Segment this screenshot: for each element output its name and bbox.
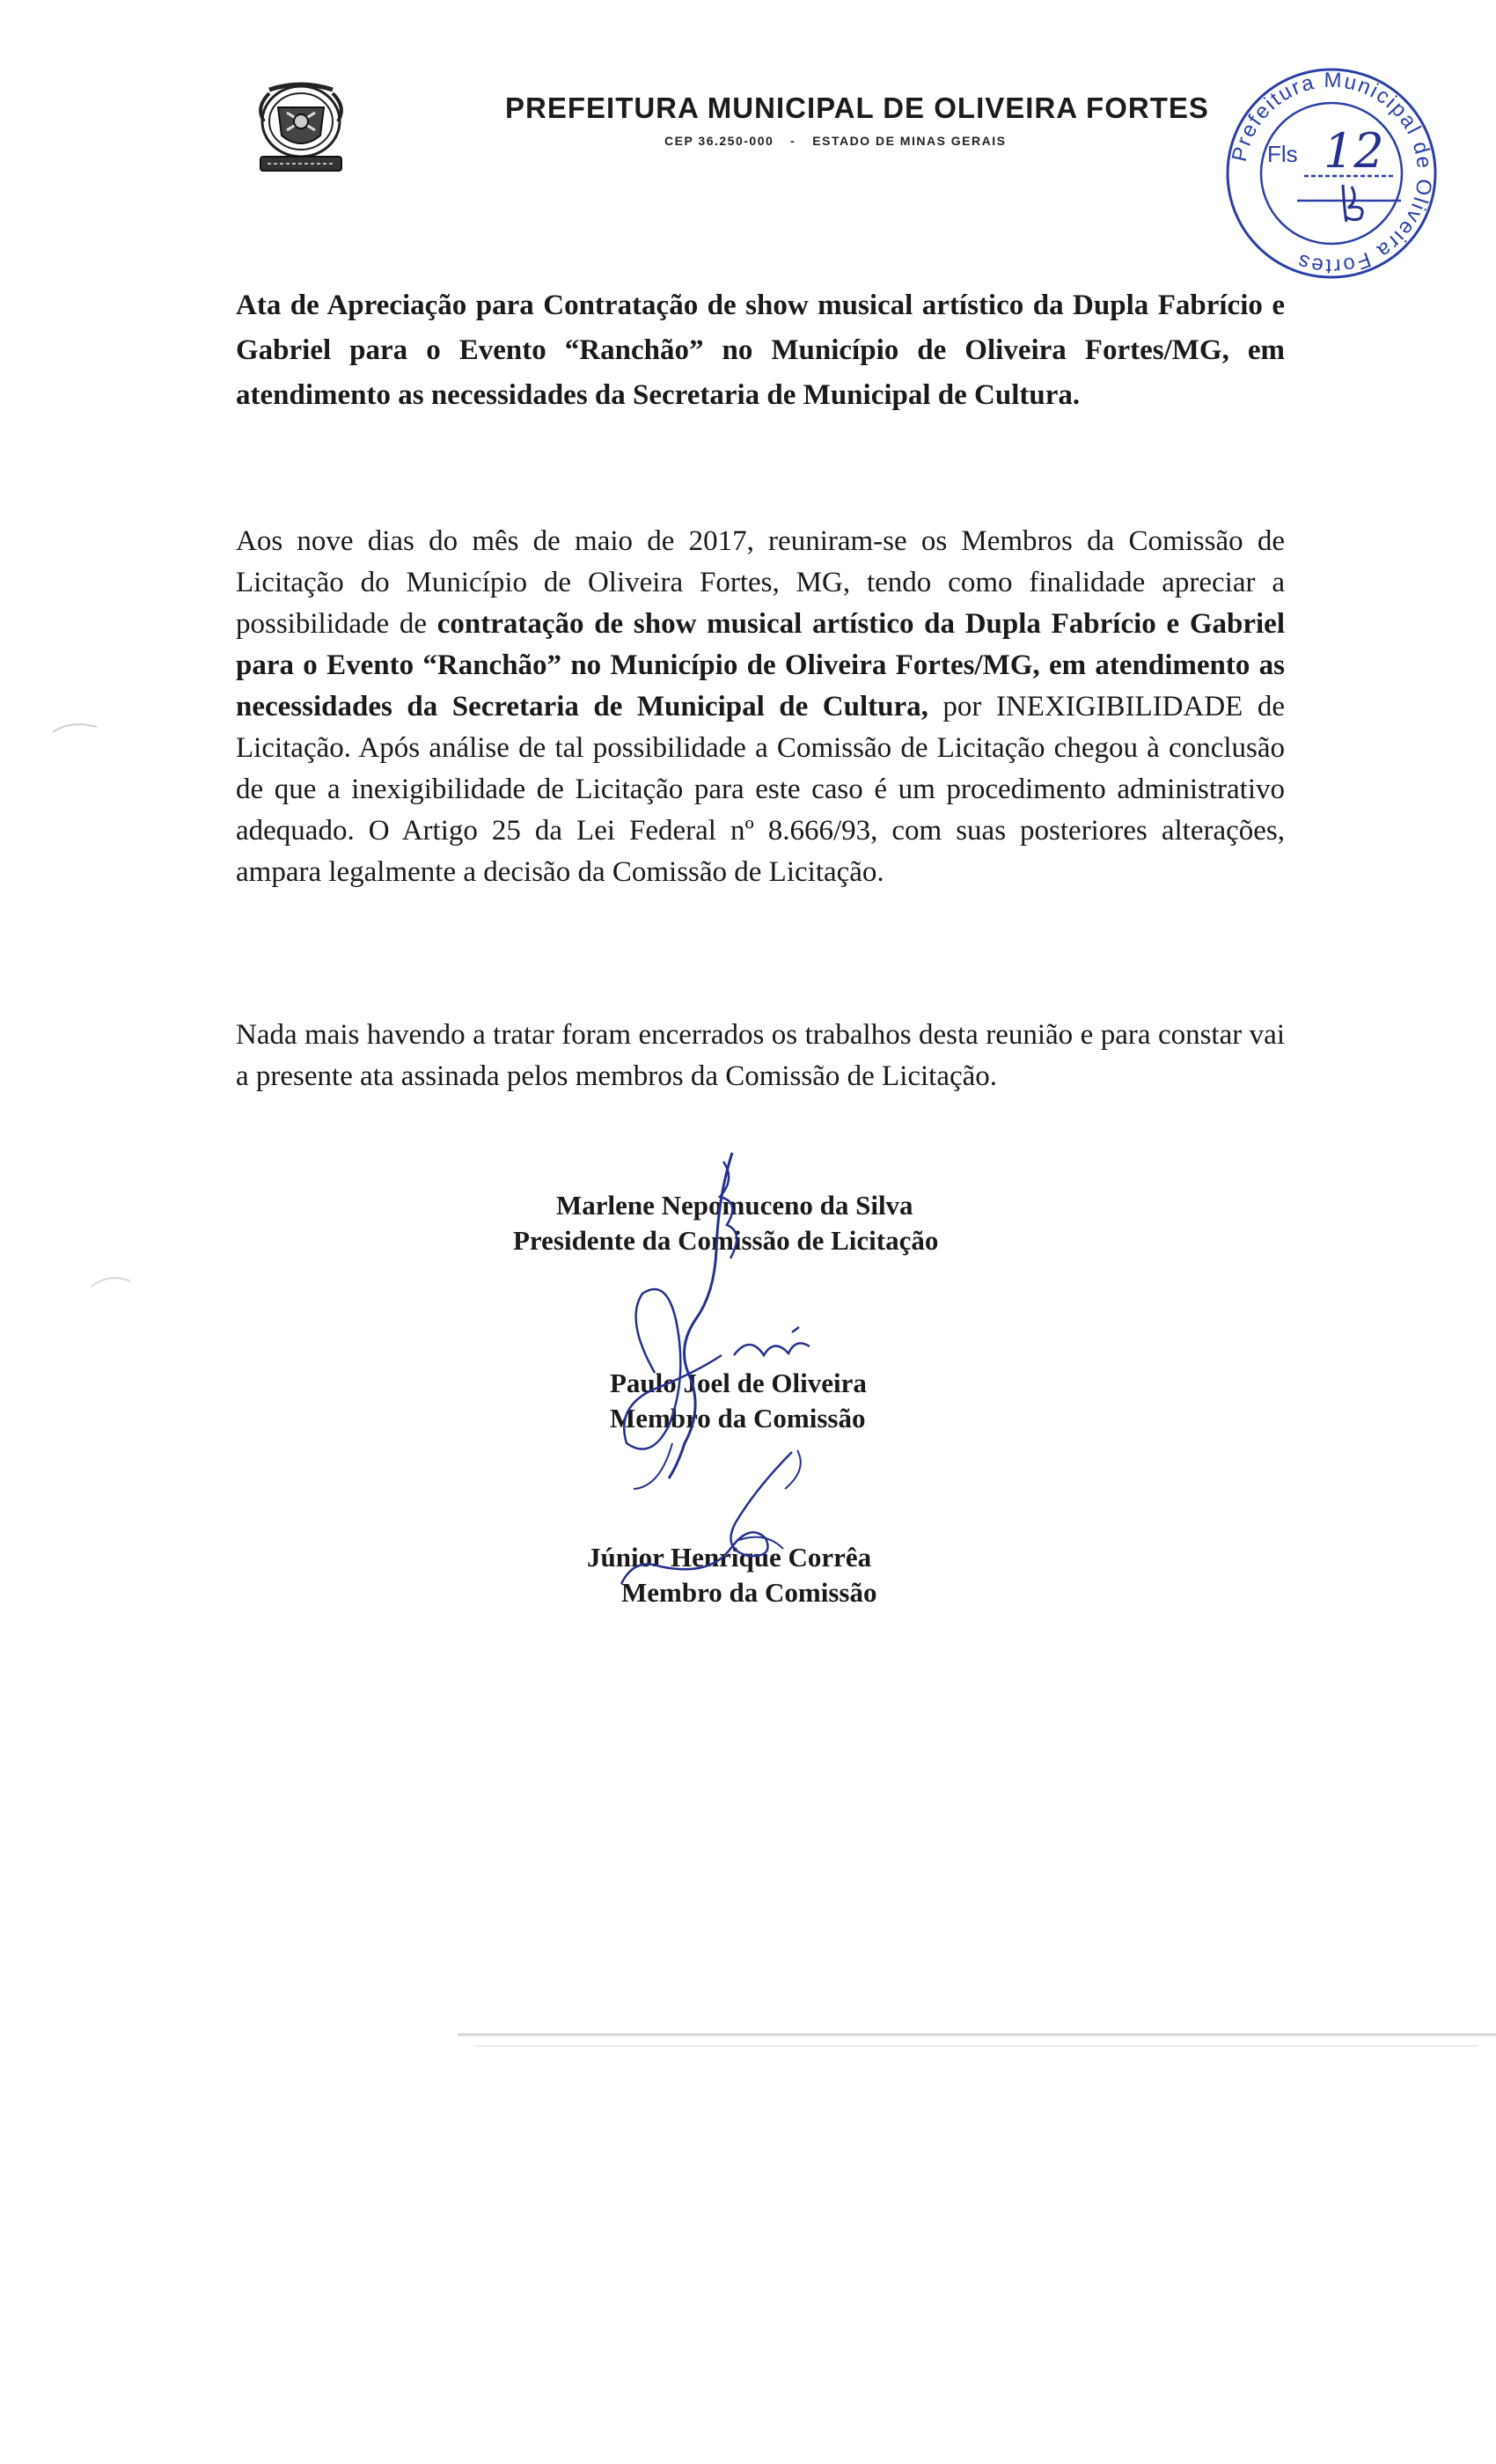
signatory-role-member-2: Membro da Comissão (621, 1577, 877, 1608)
municipal-stamp (1213, 55, 1450, 292)
signatory-name-member-1: Paulo Joel de Oliveira (610, 1368, 867, 1398)
meeting-paragraph (236, 521, 1285, 893)
header-address (664, 134, 1006, 148)
header-separator: - (790, 134, 796, 148)
header-cep: CEP 36.250-000 (664, 134, 774, 148)
closing-paragraph: Nada mais havendo a tratar foram encerrados os trabalhos desta reunião e para constar vai a presente ata assinada pelos membros da Comissão de Licitação. (236, 1019, 1285, 1092)
paragraph-conclusion: por INEXIGIBILIDADE de Licitação. Após análise de tal possibilidade a Comissão de Licitação chegou à conclusão de que a inexigibilidade de Licitação para este caso é um procedimento administrativo adequado. O Artigo 25 da Lei Federal nº 8.666/93, com suas posteriores alterações, ampara legalmente a decisão da Comissão de Licitação. (236, 691, 1285, 888)
signatory-role-president: Presidente da Comissão de Licitação (513, 1225, 939, 1256)
header-title: PREFEITURA MUNICIPAL DE OLIVEIRA FORTES (505, 92, 1209, 124)
signatory-name-president: Marlene Nepomuceno da Silva (556, 1190, 913, 1221)
header-state: ESTADO DE MINAS GERAIS (812, 134, 1007, 148)
signatory-name-member-2: Júnior Henrique Corrêa (587, 1542, 872, 1573)
document-subject: Ata de Apreciação para Contratação de show musical artístico da Dupla Fabrício e Gabriel para o Evento “Ranchão” no Município de Oliveira Fortes/MG, em atendimento as necessidades da Secretaria de Municipal de Cultura. (236, 290, 1285, 411)
municipal-crest-icon (243, 81, 359, 176)
stamp-page-number: 12 (1324, 123, 1384, 179)
paragraph-bold-object: contratação de show musical artístico da Dupla Fabrício e Gabriel para o Evento “Ranchão” no Município de Oliveira Fortes/MG, em atendimento as necessidades da Secretaria de Municipal de Cultura, (236, 608, 1285, 722)
paragraph-intro: Aos nove dias do mês de maio de 2017, reuniram-se os Membros da Comissão de Licitação do Município de Oliveira Fortes, MG, tendo como finalidade apreciar a possibilidade de (236, 525, 1285, 640)
stamp-ring-text: Prefeitura Municipal de Oliveira Fortes (1227, 68, 1437, 279)
stamp-fls-label: Fls (1267, 141, 1298, 167)
signatory-role-member-1: Membro da Comissão (610, 1403, 866, 1434)
